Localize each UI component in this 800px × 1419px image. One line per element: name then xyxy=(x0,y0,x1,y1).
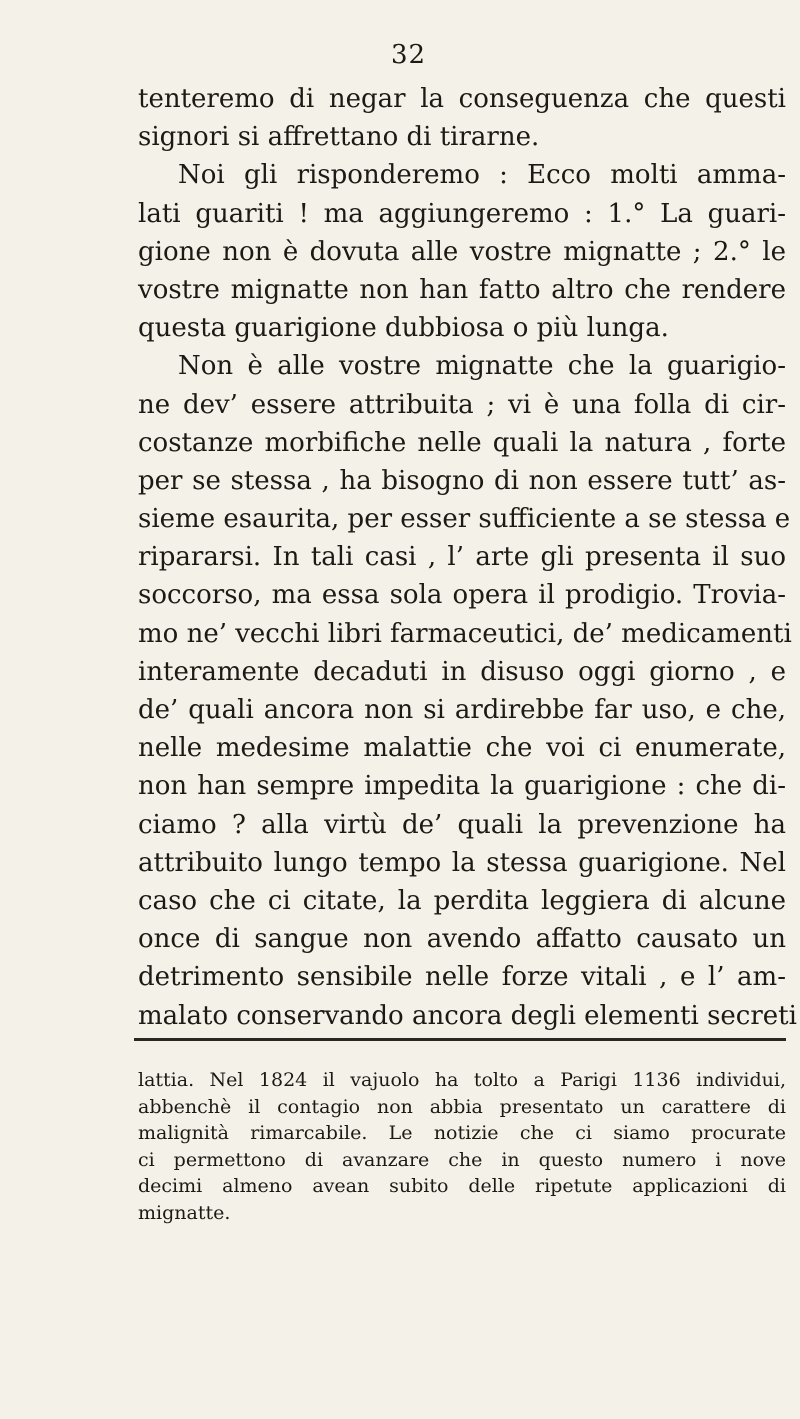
footnote-line: mignatte. xyxy=(138,1201,231,1224)
footnote-rule xyxy=(134,1038,786,1041)
text-line: soccorso, ma essa sola opera il prodigio. Trovia- xyxy=(138,580,786,611)
text-line: caso che ci citate, la perdita leggiera di alcune xyxy=(138,885,786,916)
text-line: interamente decaduti in disuso oggi giorno , e xyxy=(138,656,786,687)
text-line: Noi gli risponderemo : Ecco molti amma- xyxy=(178,160,786,191)
footnote-line: abbenchè il contagio non abbia presentato un carattere di xyxy=(138,1095,786,1118)
footnote-line: ci permettono di avanzare che in questo numero i nove xyxy=(138,1148,786,1171)
text-line: questa guarigione dubbiosa o più lunga. xyxy=(138,313,669,344)
text-line: costanze morbifiche nelle quali la natura , forte xyxy=(138,427,786,458)
text-line: ripararsi. In tali casi , l’ arte gli presenta il suo xyxy=(138,542,786,573)
footnote-line: lattia. Nel 1824 il vajuolo ha tolto a Parigi 1136 individui, xyxy=(138,1069,786,1091)
text-line: malato conservando ancora degli elementi secreti xyxy=(138,1000,797,1031)
text-line: lati guariti ! ma aggiungeremo : 1.° La guari- xyxy=(138,198,786,229)
footnote-line: malignità rimarcabile. Le notizie che ci siamo procurate xyxy=(138,1122,786,1144)
text-line: once di sangue non avendo affatto causato un xyxy=(138,924,786,955)
text-line: attribuito lungo tempo la stessa guarigione. Nel xyxy=(138,847,786,878)
text-line: Non è alle vostre mignatte che la guarigio- xyxy=(178,351,786,382)
text-line: signori si affrettano di tirarne. xyxy=(138,122,540,153)
text-line: ne dev’ essere attribuita ; vi è una folla di cir- xyxy=(138,389,786,420)
page-number: 32 xyxy=(391,40,427,70)
text-line: ciamo ? alla virtù de’ quali la prevenzione ha xyxy=(138,809,786,840)
text-line: de’ quali ancora non si ardirebbe far uso, e che, xyxy=(138,695,786,725)
text-line: per se stessa , ha bisogno di non essere tutt’ as- xyxy=(138,465,786,496)
text-line: nelle medesime malattie che voi ci enumerate, xyxy=(138,733,786,764)
text-line: sieme esaurita, per esser sufficiente a se stessa e xyxy=(138,504,791,535)
text-line: vostre mignatte non han fatto altro che rendere xyxy=(138,274,786,305)
main-text xyxy=(138,80,797,1035)
text-line: tenteremo di negar la conseguenza che questi xyxy=(138,84,786,114)
text-line: mo ne’ vecchi libri farmaceutici, de’ medicamenti xyxy=(138,618,792,649)
text-line: non han sempre impedita la guarigione : che di- xyxy=(138,771,786,802)
text-line: gione non è dovuta alle vostre mignatte ; 2.° le xyxy=(138,236,786,267)
footnote xyxy=(138,1067,786,1226)
text-line: detrimento sensibile nelle forze vitali , e l’ am- xyxy=(138,962,786,993)
footnote-line: decimi almeno avean subito delle ripetute applicazioni di xyxy=(138,1175,786,1197)
